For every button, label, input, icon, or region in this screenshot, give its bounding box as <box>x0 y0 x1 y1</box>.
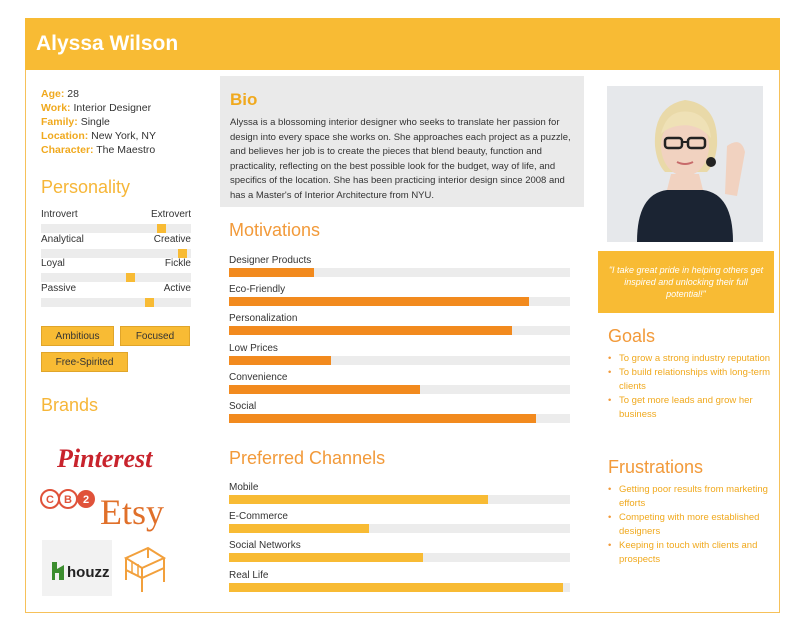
slider-right-label: Extrovert <box>150 209 191 220</box>
info-value: Single <box>80 116 110 128</box>
goal-item <box>608 366 773 394</box>
persona-info <box>41 87 156 157</box>
trait-tag: Focused <box>120 326 190 346</box>
bullet-icon: • <box>608 395 612 406</box>
bar-label: Convenience <box>229 371 288 383</box>
bar-label: Social <box>229 401 257 412</box>
brands-title: Brands <box>41 395 99 415</box>
bar-label: Social Networks <box>229 540 301 552</box>
bar-row <box>229 372 570 398</box>
bar-fill <box>229 297 529 306</box>
frustration-text: Keeping in touch with clients and prospects <box>619 540 758 565</box>
personality-title: Personality <box>41 177 131 197</box>
bullet-icon: • <box>608 367 612 378</box>
persona-portrait-image <box>607 86 763 242</box>
slider-track <box>41 249 191 258</box>
bar-row <box>229 511 570 537</box>
goal-text: To build relationships with long-term clients <box>619 367 771 392</box>
cb2-logo <box>40 488 96 510</box>
etsy-logo <box>98 490 176 532</box>
info-key: Work: <box>41 102 71 114</box>
bio-text: Alyssa is a blossoming interior designer who seeks to translate her passion for design into every space she works on. She approaches each project as a puzzle, and believes her job is to create the pieces that blend beauty, function and practicality, reflecting on the best possible look for the budget, way of life, and specifics of the location. She has been practicing interior design since 2008 and has a Master's of Interior Architecture from NYU. <box>230 117 571 201</box>
info-work <box>41 101 156 115</box>
slider-track <box>41 273 191 282</box>
slider-left-label: Passive <box>41 283 77 294</box>
slider-track <box>41 224 191 233</box>
frustrations-list <box>608 483 773 567</box>
info-location <box>41 129 156 143</box>
personality-slider <box>41 283 191 309</box>
svg-text:Pinterest: Pinterest <box>57 444 153 473</box>
houzz-logo <box>42 540 112 596</box>
bar-fill <box>229 495 488 504</box>
goal-item <box>608 394 773 422</box>
info-value: Interior Designer <box>73 102 152 114</box>
bar-label: Mobile <box>229 482 259 493</box>
persona-quote: "I take great pride in helping others get inspired and unlocking their full potential!" <box>598 251 774 313</box>
frustration-item <box>608 539 773 567</box>
bar-label: Real Life <box>229 569 269 581</box>
slider-right-label: Active <box>163 283 191 294</box>
bar-fill <box>229 268 314 277</box>
svg-text:C: C <box>46 494 54 506</box>
pinterest-logo <box>55 443 165 473</box>
bar-row <box>229 313 570 339</box>
svg-text:Etsy: Etsy <box>100 492 165 532</box>
bar-fill <box>229 385 420 394</box>
frustration-text: Getting poor results from marketing efforts <box>619 484 768 509</box>
info-family <box>41 115 156 129</box>
slider-marker <box>126 273 135 282</box>
slider-right-label: Creative <box>153 234 191 245</box>
bar-label: Low Prices <box>229 342 278 354</box>
goal-item <box>608 352 773 366</box>
goals-list <box>608 352 773 422</box>
motivations-title: Motivations <box>229 220 321 240</box>
slider-marker <box>145 298 154 307</box>
bar-fill <box>229 553 423 562</box>
bullet-icon: • <box>608 512 612 523</box>
bar-row <box>229 284 570 310</box>
houzz-logo-box <box>42 540 112 596</box>
bar-fill <box>229 524 369 533</box>
bar-label: Designer Products <box>229 255 312 266</box>
svg-text:B: B <box>64 494 72 506</box>
info-age <box>41 87 156 101</box>
header-bar <box>25 18 780 70</box>
bar-row <box>229 540 570 566</box>
personality-slider <box>41 258 191 284</box>
persona-name: Alyssa Wilson <box>36 32 179 55</box>
info-value: 28 <box>67 88 79 100</box>
goal-text: To get more leads and grow her business <box>619 395 753 420</box>
info-value: New York, NY <box>91 130 156 142</box>
goal-text: To grow a strong industry reputation <box>619 353 771 364</box>
bar-fill <box>229 326 512 335</box>
bio-section <box>220 76 584 207</box>
bar-row <box>229 255 570 281</box>
bio-title: Bio <box>230 90 258 109</box>
frustration-text: Competing with more established designers <box>619 512 760 537</box>
channels-title: Preferred Channels <box>229 448 386 468</box>
frustrations-title: Frustrations <box>608 457 704 477</box>
persona-photo <box>607 86 763 242</box>
bar-row <box>229 482 570 508</box>
trait-tag: Free-Spirited <box>41 352 128 372</box>
chair-icon <box>118 544 168 596</box>
slider-marker <box>178 249 187 258</box>
bar-label: Personalization <box>229 313 298 325</box>
bullet-icon: • <box>608 540 612 551</box>
bar-label: E-Commerce <box>229 511 288 523</box>
svg-text:2: 2 <box>82 494 90 506</box>
bar-fill <box>229 414 536 423</box>
frustration-item <box>608 511 773 539</box>
info-key: Character: <box>41 144 94 156</box>
bullet-icon: • <box>608 353 612 364</box>
svg-text:houzz: houzz <box>67 564 110 581</box>
bar-row <box>229 343 570 369</box>
slider-left-label: Analytical <box>41 234 84 245</box>
bar-fill <box>229 356 331 365</box>
trait-tag: Ambitious <box>41 326 114 346</box>
personality-slider <box>41 209 191 235</box>
slider-left-label: Introvert <box>41 209 78 220</box>
bar-row <box>229 570 570 596</box>
slider-marker <box>157 224 166 233</box>
bar-fill <box>229 583 563 592</box>
info-key: Age: <box>41 88 65 100</box>
slider-track <box>41 298 191 307</box>
info-character <box>41 143 156 157</box>
bar-label: Eco-Friendly <box>229 284 286 296</box>
frustration-item <box>608 483 773 511</box>
slider-right-label: Fickle <box>164 258 191 269</box>
bullet-icon: • <box>608 484 612 495</box>
info-value: The Maestro <box>96 144 156 156</box>
bar-row <box>229 401 570 427</box>
personality-slider <box>41 234 191 260</box>
goals-title: Goals <box>608 326 656 346</box>
slider-left-label: Loyal <box>41 258 65 269</box>
info-key: Family: <box>41 116 78 128</box>
info-key: Location: <box>41 130 89 142</box>
